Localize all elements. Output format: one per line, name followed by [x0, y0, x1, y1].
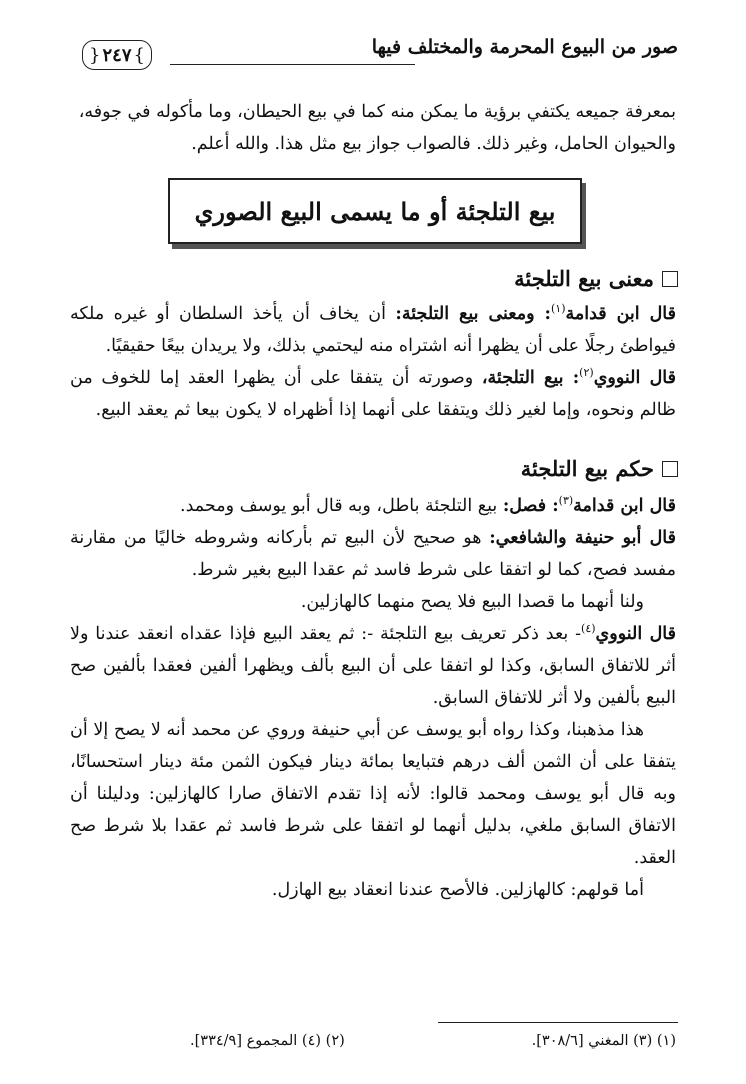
paragraph — [70, 522, 676, 586]
footnote-ref[interactable]: (٣) — [558, 494, 574, 508]
header-rule — [170, 64, 415, 65]
paragraph-text: أن يخاف أن يأخذ السلطان أو غيره ملكه فيواطئ رجلًا على أن يظهرا أنه اشتراه منه ليحتمي بذلك، ولا يريدان بيعًا حقيقيًا. — [70, 304, 676, 356]
paragraph: ولنا أنهما ما قصدا البيع فلا يصح منهما كالهازلين. — [300, 592, 644, 612]
square-bullet-icon — [662, 461, 678, 477]
citation-lead: قال ابن قدامة — [565, 304, 676, 324]
page-number: ٢٤٧ — [102, 44, 132, 66]
page-number-badge — [82, 40, 152, 70]
citation-lead: : بيع التلجئة، — [481, 368, 580, 388]
paragraph-text: وصورته أن يتفقا على أن يظهرا العقد إما للخوف من ظالم ونحوه، وإما لغير ذلك ويتفقا على أنهما إذا أظهراه لا يكون بيعا ثم يعقد البيع. — [70, 368, 676, 420]
footnote-ref[interactable]: (١) — [550, 302, 566, 316]
paragraph-text: هو صحيح لأن البيع تم بأركانه وشروطه خاليًا من مقارنة مفسد فصح، كما لو اتفقا على شرط فاسد ثم عقدا البيع بغير شرط. — [70, 528, 676, 580]
section-heading-text: حكم بيع التلجئة — [520, 456, 654, 481]
paragraph-text: بيع التلجئة باطل، وبه قال أبو يوسف ومحمد. — [180, 496, 503, 516]
chapter-title: بيع التلجئة أو ما يسمى البيع الصوري — [168, 178, 582, 244]
page-number-bracket-open: { — [133, 44, 145, 66]
citation-lead: قال أبو حنيفة والشافعي: — [489, 528, 676, 548]
paragraph — [70, 490, 676, 522]
footnotes — [190, 1033, 676, 1049]
paragraph-text: - بعد ذكر تعريف بيع التلجئة -: ثم يعقد البيع فإذا عقداه انعقد عندنا ولا أثر للاتفاق السابق، وكذا لو اتفقا على أن البيع بألف ويظهرا ألفين فعقدا بألفين صح البيع بألفين ولا أثر للاتفاق السابق. — [70, 624, 676, 708]
citation-lead: : ومعنى بيع التلجئة: — [395, 304, 551, 324]
footnote-ref[interactable]: (٢) — [579, 366, 594, 380]
citation-lead: قال ابن قدامة — [573, 496, 676, 516]
section-heading-text: معنى بيع التلجئة — [514, 266, 654, 291]
citation-lead: : فصل: — [502, 496, 559, 516]
section2-body — [70, 490, 676, 906]
intro-line: والحيوان الحامل، وغير ذلك. فالصواب جواز بيع مثل هذا. والله أعلم. — [191, 134, 676, 154]
footnote-ref[interactable]: (٤) — [581, 622, 596, 636]
citation-lead: قال النووي — [593, 368, 676, 388]
citation-lead: قال النووي — [595, 624, 676, 644]
paragraph: أما قولهم: كالهازلين. فالأصح عندنا انعقاد بيع الهازل. — [271, 880, 644, 900]
paragraph: هذا مذهبنا، وكذا رواه أبو يوسف عن أبي حنيفة وروي عن محمد أنه لا يصح إلا أن يتفقا على أن الثمن ألف درهم فتبايعا بمائة دينار فيكون الثمن مئة دينار استحسانًا، وبه قال أبو يوسف ومحمد قالوا: لأنه إذا تقدم الاتفاق صارا كالهازلين: ودليلنا أن الاتفاق السابق ملغي، بدليل أنهما لو اتفقا على شرط فاسد ثم عقدا بلا شرط صح العقد. — [70, 720, 676, 868]
paragraph — [70, 298, 676, 362]
footnote-item: (٢) (٤) المجموع [٣٣٤/٩]. — [190, 1033, 345, 1049]
section-heading-meaning — [514, 266, 678, 291]
paragraph — [70, 618, 676, 714]
paragraph — [70, 362, 676, 426]
section-heading-ruling — [521, 456, 678, 481]
section1-body — [70, 298, 676, 426]
footnote-rule — [438, 1022, 678, 1023]
square-bullet-icon — [662, 271, 678, 287]
footnote-item: (١) (٣) المغني [٣٠٨/٦]. — [531, 1033, 676, 1049]
page-number-bracket-close: } — [89, 44, 101, 66]
intro-paragraph — [70, 96, 676, 160]
intro-line: بمعرفة جميعه يكتفي برؤية ما يمكن منه كما في بيع الحيطان، وما مأكوله في جوفه، — [78, 102, 676, 122]
running-header-title: صور من البيوع المحرمة والمختلف فيها — [371, 36, 678, 58]
